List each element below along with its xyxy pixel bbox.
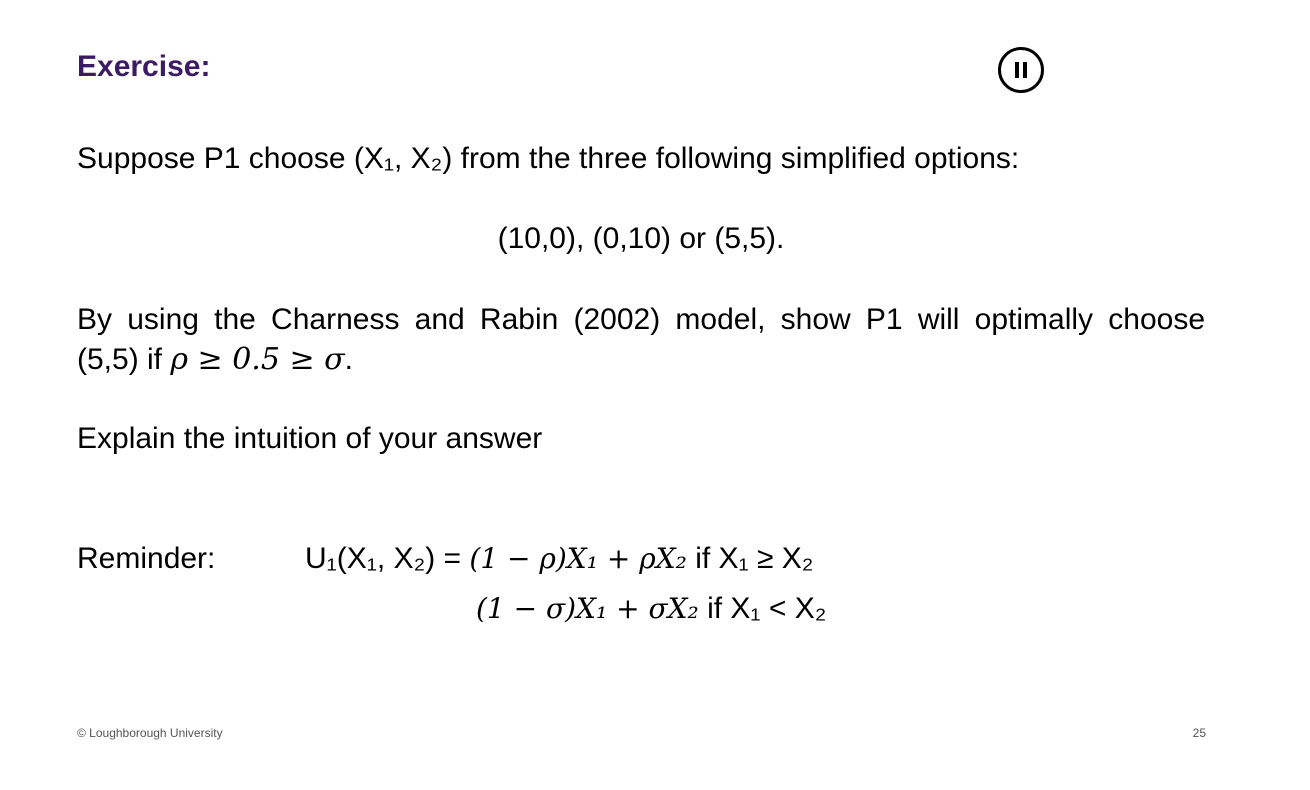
options-list: (10,0), (0,10) or (5,5).	[497, 222, 785, 255]
utility-formula-rho: (1 − ρ)X₁ + ρX₂	[469, 542, 687, 575]
footer-copyright: © Loughborough University	[77, 726, 223, 740]
pause-button[interactable]	[998, 47, 1044, 93]
question-line-1: By using the Charness and Rabin (2002) model, show P1 will optimally choose	[77, 303, 1205, 336]
utility-equation-2	[476, 590, 826, 628]
question-line-2-suffix: .	[344, 343, 353, 376]
page-number: 25	[1192, 726, 1206, 740]
utility-condition-1: if X₁ ≥ X₂	[686, 542, 814, 575]
utility-formula-sigma: (1 − σ)X₁ + σX₂	[476, 592, 699, 625]
utility-condition-2: if X₁ < X₂	[698, 592, 827, 625]
question-intro: Suppose P1 choose (X₁, X₂) from the three following simplified options:	[77, 142, 1020, 175]
reminder-label: Reminder:	[77, 542, 216, 575]
utility-equation-1	[305, 540, 813, 578]
utility-lhs: U₁(X₁, X₂) =	[305, 542, 470, 575]
condition-formula: ρ ≥ 0.5 ≥ σ	[170, 342, 345, 377]
question-paragraph	[77, 300, 1205, 380]
question-line-2	[77, 340, 1205, 380]
slide-title: Exercise:	[77, 50, 211, 83]
explain-prompt: Explain the intuition of your answer	[77, 422, 543, 455]
question-line-2-prefix: (5,5) if	[77, 343, 171, 376]
